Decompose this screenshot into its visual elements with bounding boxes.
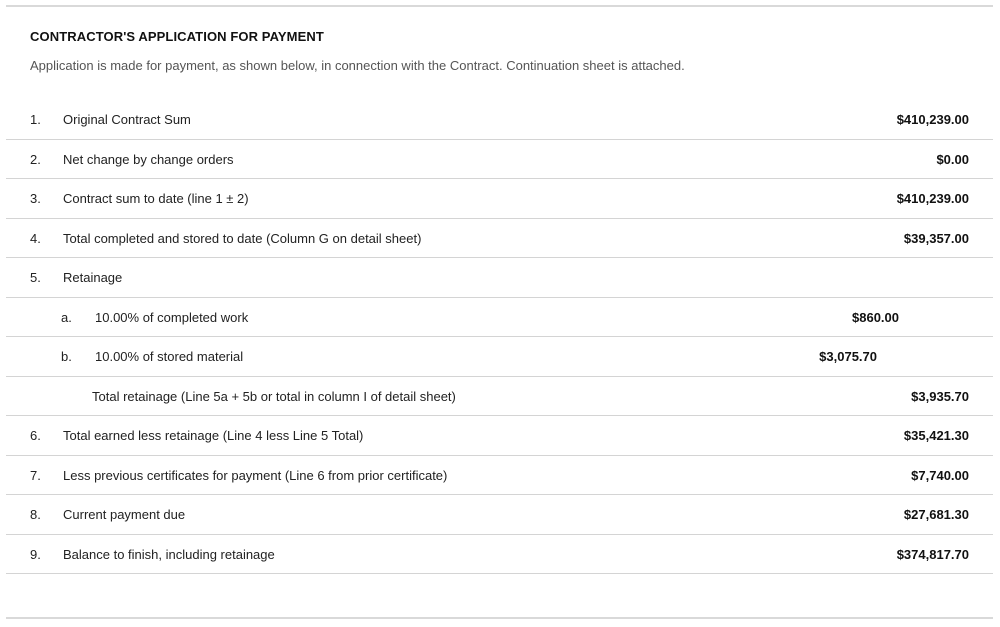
line-amount: $7,740.00 bbox=[911, 467, 969, 483]
page-title: CONTRACTOR'S APPLICATION FOR PAYMENT bbox=[30, 29, 324, 44]
line-number: 3. bbox=[30, 191, 41, 206]
line-amount: $3,075.70 bbox=[819, 349, 877, 364]
bottom-divider bbox=[6, 617, 993, 619]
line-total-completed-stored bbox=[6, 219, 993, 259]
line-amount: $3,935.70 bbox=[911, 388, 969, 404]
line-retainage-completed-work bbox=[6, 298, 993, 338]
top-divider bbox=[6, 5, 993, 7]
line-number: 7. bbox=[30, 467, 41, 483]
line-label: Balance to finish, including retainage bbox=[63, 546, 275, 562]
line-label: 10.00% of stored material bbox=[95, 349, 244, 364]
line-retainage bbox=[6, 258, 993, 298]
line-net-change-orders bbox=[6, 140, 993, 180]
line-label: Contract sum to date (line 1 ± 2) bbox=[63, 191, 249, 206]
line-number: 5. bbox=[30, 270, 41, 285]
line-total-earned-less-retainage bbox=[6, 416, 993, 456]
line-label: Current payment due bbox=[63, 507, 186, 522]
line-label: Less previous certificates for payment (Line 6 from prior certificate) bbox=[63, 467, 448, 483]
line-amount: $410,239.00 bbox=[896, 112, 969, 127]
line-label: Total retainage (Line 5a + 5b or total in column I of detail sheet) bbox=[92, 388, 456, 404]
line-label: Total earned less retainage (Line 4 less Line 5 Total) bbox=[63, 428, 364, 443]
line-label: 10.00% of completed work bbox=[95, 309, 249, 325]
line-number: 8. bbox=[30, 507, 41, 522]
line-amount: $39,357.00 bbox=[903, 230, 969, 246]
line-original-contract-sum bbox=[6, 100, 993, 140]
line-amount: $410,239.00 bbox=[896, 191, 969, 206]
line-previous-certificates bbox=[6, 456, 993, 496]
line-amount: $27,681.30 bbox=[903, 507, 969, 522]
page-subtitle: Application is made for payment, as shown below, in connection with the Contract. Continuation sheet is attached. bbox=[30, 58, 685, 73]
line-current-payment-due bbox=[6, 495, 993, 535]
line-number: b. bbox=[61, 349, 72, 364]
line-amount: $35,421.30 bbox=[903, 428, 969, 443]
line-label: Retainage bbox=[63, 270, 123, 285]
line-label: Total completed and stored to date (Column G on detail sheet) bbox=[63, 230, 422, 246]
line-amount: $860.00 bbox=[852, 309, 899, 325]
line-total-retainage bbox=[6, 377, 993, 417]
line-label: Original Contract Sum bbox=[63, 112, 191, 127]
line-number: 6. bbox=[30, 428, 41, 443]
line-retainage-stored-material bbox=[6, 337, 993, 377]
line-label: Net change by change orders bbox=[63, 151, 234, 167]
line-number: 9. bbox=[30, 546, 41, 562]
line-amount: $0.00 bbox=[936, 151, 969, 167]
line-number: 1. bbox=[30, 112, 41, 127]
line-number: 4. bbox=[30, 230, 41, 246]
payment-lines-table bbox=[6, 100, 993, 574]
line-number: 2. bbox=[30, 151, 41, 167]
line-balance-to-finish bbox=[6, 535, 993, 575]
line-contract-sum-to-date bbox=[6, 179, 993, 219]
line-number: a. bbox=[61, 309, 72, 325]
line-amount: $374,817.70 bbox=[896, 546, 969, 562]
